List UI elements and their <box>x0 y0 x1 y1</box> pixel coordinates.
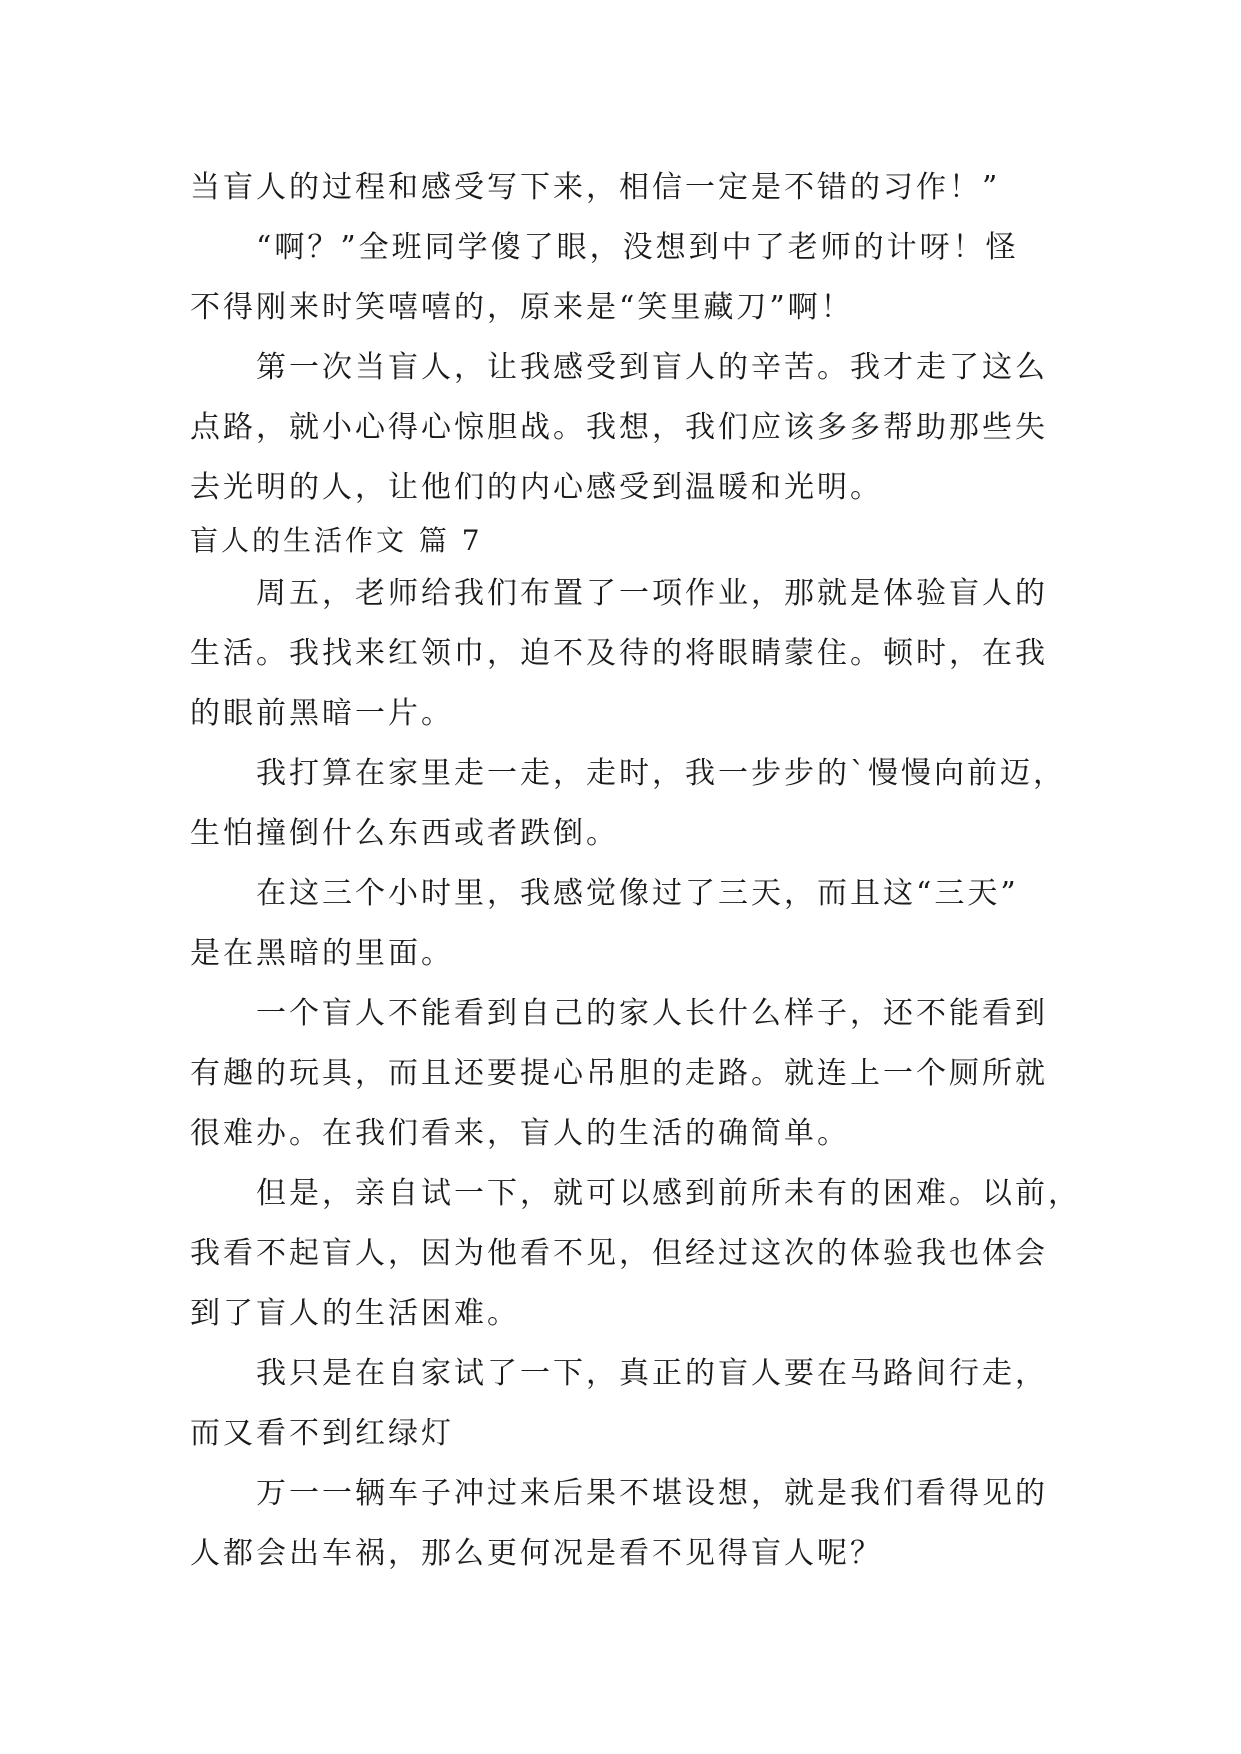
text-line: 有趣的玩具，而且还要提心吊胆的走路。就连上一个厕所就 <box>190 1056 1048 1091</box>
text-line: 万一一辆车子冲过来后果不堪设想，就是我们看得见的 <box>256 1476 1048 1511</box>
text-line: 周五，老师给我们布置了一项作业，那就是体验盲人的 <box>256 576 1048 611</box>
text-line: 我打算在家里走一走，走时，我一步步的`慢慢向前迈， <box>256 756 1066 791</box>
section-heading: 盲人的生活作文 篇 7 <box>190 524 483 557</box>
text-line: 我只是在自家试了一下，真正的盲人要在马路间行走， <box>256 1356 1048 1391</box>
text-line: 一个盲人不能看到自己的家人长什么样子，还不能看到 <box>256 996 1048 1031</box>
text-line: 我看不起盲人，因为他看不见，但经过这次的体验我也体会 <box>190 1236 1048 1271</box>
text-line: 但是，亲自试一下，就可以感到前所未有的困难。以前， <box>256 1176 1081 1211</box>
text-line: 而又看不到红绿灯 <box>190 1416 454 1451</box>
document-body <box>190 158 1081 1584</box>
text-line: 到了盲人的生活困难。 <box>190 1296 520 1331</box>
text-line: 人都会出车祸，那么更何况是看不见得盲人呢？ <box>190 1536 883 1571</box>
text-line: 当盲人的过程和感受写下来，相信一定是不错的习作！” <box>190 170 1001 205</box>
text-line: 不得刚来时笑嘻嘻的，原来是“笑里藏刀”啊！ <box>190 290 854 325</box>
text-line: 生活。我找来红领巾，迫不及待的将眼睛蒙住。顿时，在我 <box>190 636 1048 671</box>
text-line: 是在黑暗的里面。 <box>190 936 454 971</box>
text-line: 很难办。在我们看来，盲人的生活的确简单。 <box>190 1116 850 1151</box>
text-line: “啊？”全班同学傻了眼，没想到中了老师的计呀！怪 <box>256 230 1019 265</box>
text-line: 点路，就小心得心惊胆战。我想，我们应该多多帮助那些失 <box>190 410 1048 445</box>
text-line: 第一次当盲人，让我感受到盲人的辛苦。我才走了这么 <box>256 350 1048 385</box>
text-line: 在这三个小时里，我感觉像过了三天，而且这“三天” <box>256 876 1019 911</box>
text-line: 生怕撞倒什么东西或者跌倒。 <box>190 816 619 851</box>
text-line: 的眼前黑暗一片。 <box>190 696 454 731</box>
text-line: 去光明的人，让他们的内心感受到温暖和光明。 <box>190 470 883 505</box>
